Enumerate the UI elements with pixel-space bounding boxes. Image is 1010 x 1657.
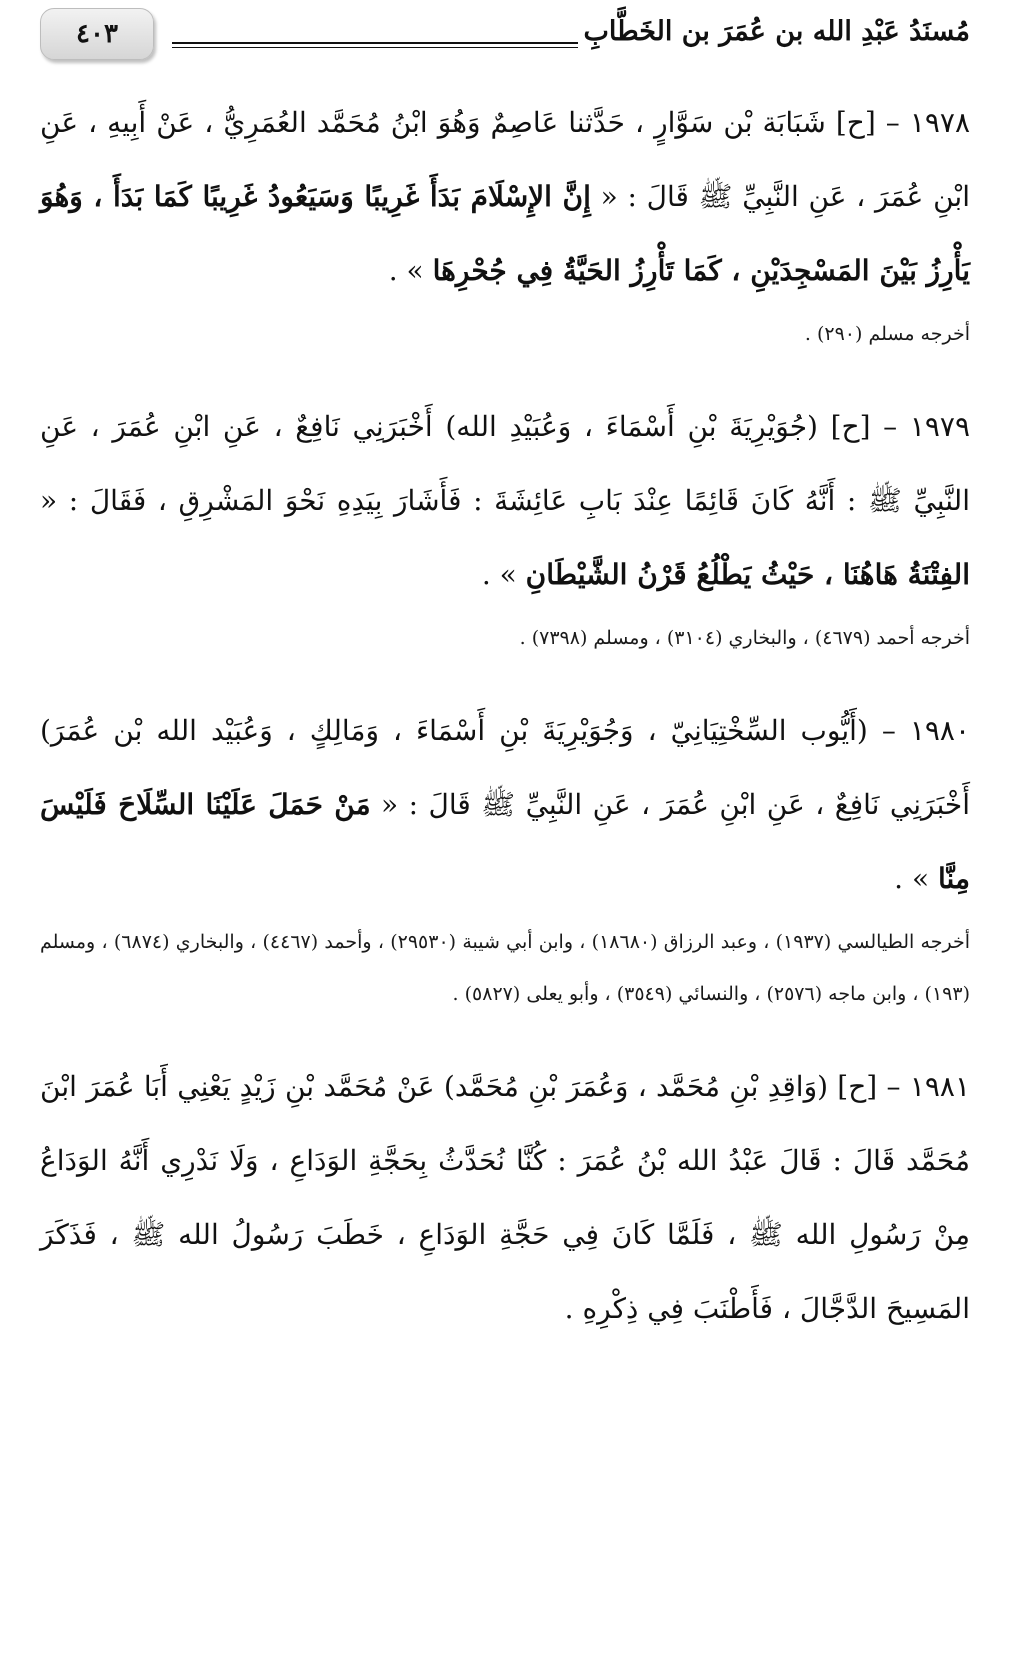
hadith-text: [40, 390, 970, 612]
hadith-number: ١٩٧٩: [909, 410, 970, 443]
running-title: مُسنَدُ عَبْدِ الله بن عُمَرَ بن الخَطَّابِ: [583, 16, 970, 47]
hadith-takhrij: أخرجه مسلم (٢٩٠) .: [804, 323, 970, 345]
hadith-1981: [40, 1050, 970, 1346]
hadith-isnad: – [ح] شَبَابَة بْن سَوَّارٍ ، حَدَّثنا عَاصِمٌ وَهُوَ ابْنُ مُحَمَّد العُمَرِيُّ ، عَنْ أَبِيهِ ، عَنِ ابْنِ عُمَرَ ، عَنِ النَّبِيِّ ﷺ قَالَ : «: [40, 106, 970, 213]
hadith-takhrij: أخرجه أحمد (٤٦٧٩) ، والبخاري (٣١٠٤) ، ومسلم (٧٣٩٨) .: [519, 627, 970, 649]
hadith-isnad: – [ح] (وَاقِدِ بْنِ مُحَمَّد ، وَعُمَرَ بْنِ مُحَمَّد) عَنْ مُحَمَّد بْنِ زَيْدٍ يَعْنِي أَبَا عُمَرَ ابْنَ مُحَمَّد قَالَ : قَالَ عَبْدُ الله بْنُ عُمَرَ : كُنَّا نُحَدَّثُ بِحَجَّةِ الوَدَاعِ ، وَلَا نَدْرِي أَنَّهُ الوَدَاعُ مِنْ رَسُولِ الله ﷺ ، فَلَمَّا كَانَ فِي حَجَّةِ الوَدَاعِ ، خَطَبَ رَسُولُ الله ﷺ ، فَذَكَرَ المَسِيحَ الدَّجَّالَ ، فَأَطْنَبَ فِي ذِكْرِهِ .: [40, 1070, 971, 1325]
hadith-matn: إِنَّ الإِسْلَامَ بَدَأَ غَرِيبًا وَسَيَعُودُ غَرِيبًا كَمَا بَدَأَ ، وَهُوَ يَأْرِزُ بَيْنَ المَسْجِدَيْنِ ، كَمَا تَأْرِزُ الحَيَّةُ فِي جُحْرِهَا: [40, 180, 970, 287]
hadith-isnad: – (أَيُّوب السِّخْتِيَانِيّ ، وَجُوَيْرِيَةَ بْنِ أَسْمَاءَ ، وَمَالِكٍ ، وَعُبَيْد الله بْن عُمَرَ) أَخْبَرَنِي نَافِعٌ ، عَنِ ابْنِ عُمَرَ ، عَنِ النَّبِيِّ ﷺ قَالَ : «: [40, 714, 970, 821]
hadith-number: ١٩٨١: [909, 1070, 970, 1103]
hadith-1980: [40, 694, 970, 1020]
page-header: [40, 6, 970, 64]
hadith-1978: [40, 86, 970, 360]
hadith-closing: » .: [388, 254, 433, 287]
hadith-matn: الفِتْنَةُ هَاهُنَا ، حَيْثُ يَطْلُعُ قَرْنُ الشَّيْطَانِ: [525, 558, 970, 591]
hadith-isnad: – [ح] (جُوَيْرِيَةَ بْنِ أَسْمَاءَ ، وَعُبَيْدِ الله) أَخْبَرَنِي نَافِعٌ ، عَنِ ابْنِ عُمَرَ ، عَنِ النَّبِيِّ ﷺ : أَنَّهُ كَانَ قَائِمًا عِنْدَ بَابِ عَائِشَةَ : فَأَشَارَ بِيَدِهِ نَحْوَ المَشْرِقِ ، فَقَالَ : «: [40, 410, 970, 517]
page-number-badge: ٤٠٣: [40, 8, 154, 60]
hadith-number: ١٩٨٠: [909, 714, 970, 747]
hadith-closing: » .: [894, 862, 939, 895]
hadith-number: ١٩٧٨: [909, 106, 970, 139]
book-page: [40, 0, 970, 1657]
hadith-takhrij: أخرجه الطيالسي (١٩٣٧) ، وعبد الرزاق (١٨٦٨٠) ، وابن أبي شيبة (٢٩٥٣٠) ، وأحمد (٤٤٦٧) ، والبخاري (٦٨٧٤) ، ومسلم (١٩٣) ، وابن ماجه (٢٥٧٦) ، والنسائي (٣٥٤٩) ، وأبو يعلى (٥٨٢٧) .: [40, 931, 970, 1005]
hadith-matn: مَنْ حَمَلَ عَلَيْنَا السِّلَاحَ فَلَيْسَ مِنَّا: [40, 788, 970, 895]
hadith-text: [40, 86, 970, 308]
hadith-text: [40, 694, 970, 916]
hadith-text: [40, 1050, 970, 1346]
page-body: [40, 86, 970, 1346]
hadith-1979: [40, 390, 970, 664]
header-rule: [172, 42, 578, 48]
hadith-closing: » .: [481, 558, 526, 591]
